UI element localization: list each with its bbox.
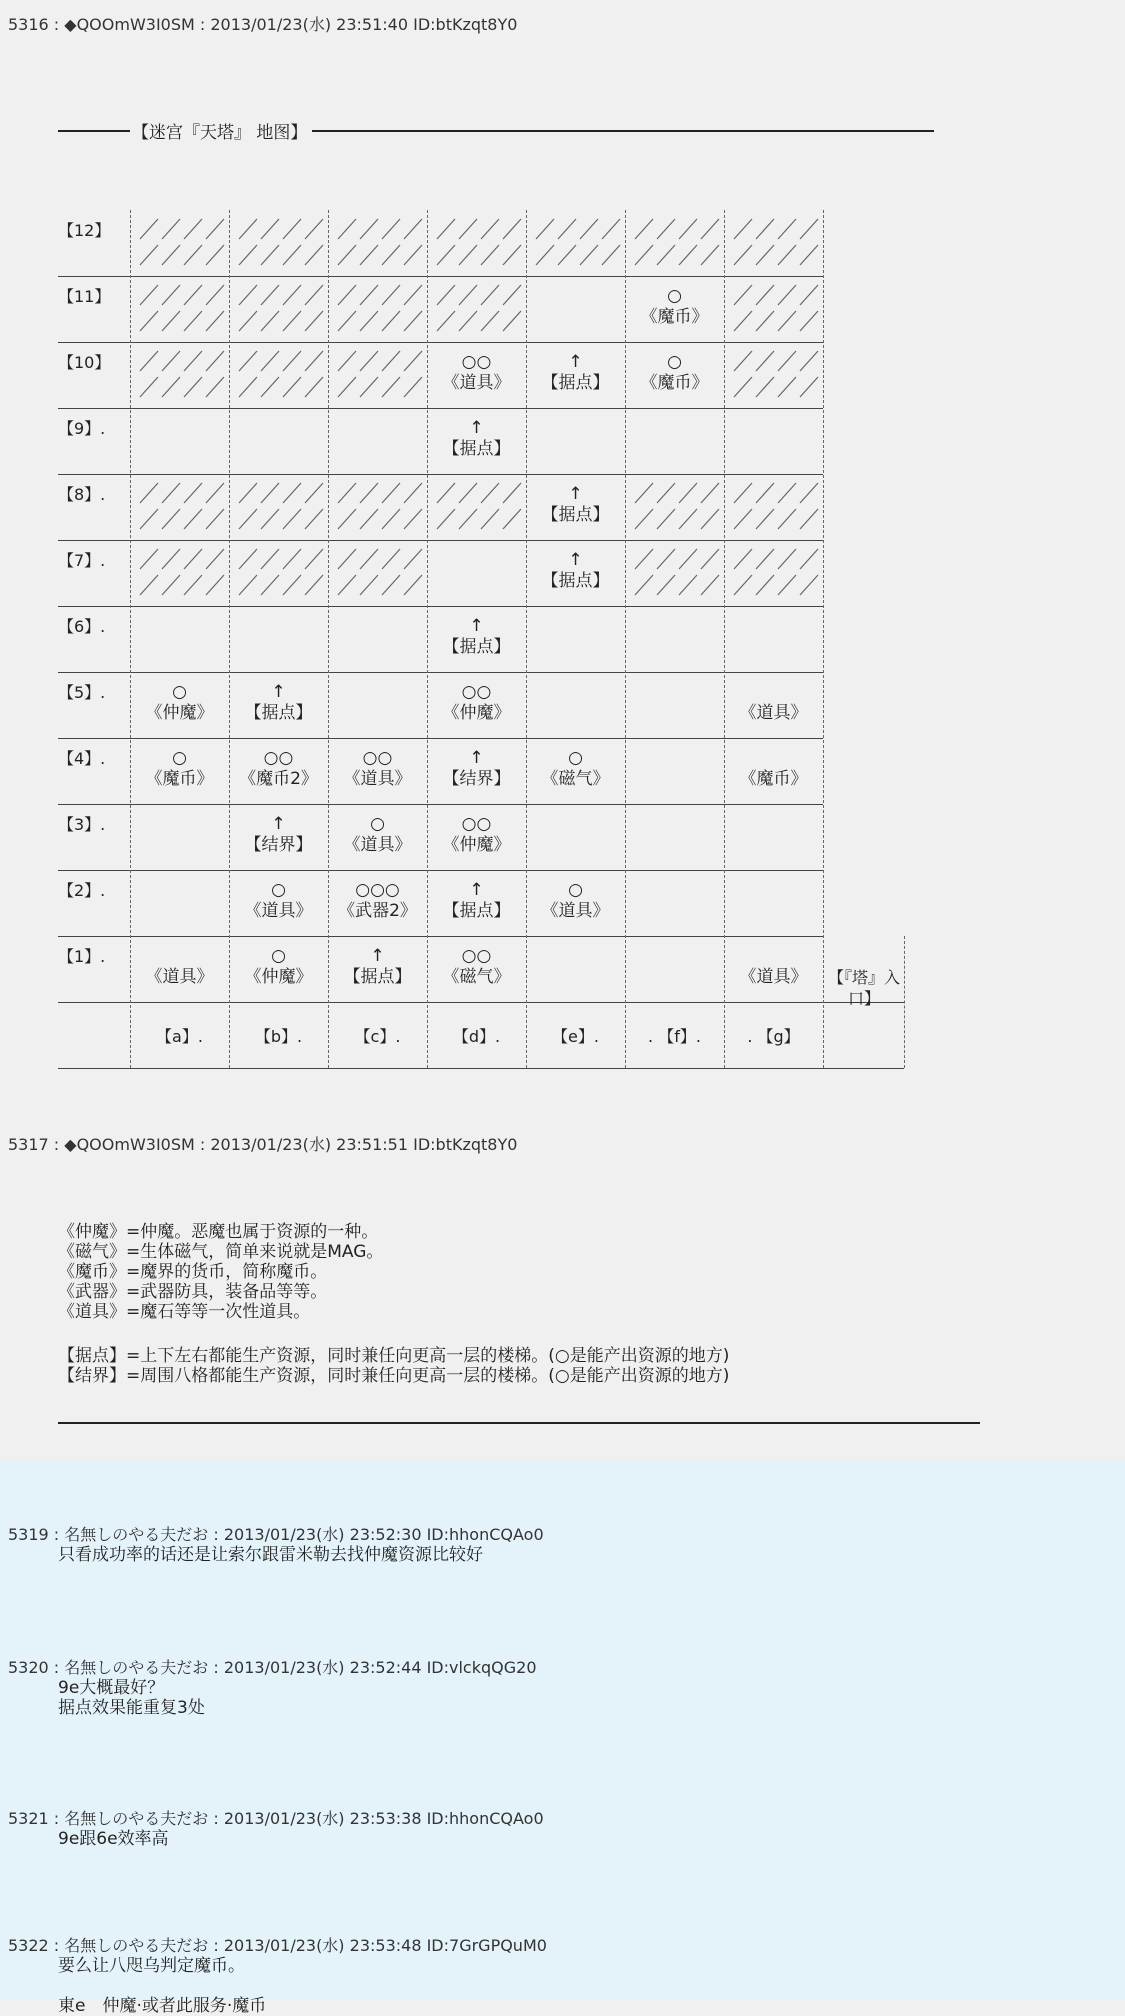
map-cell: ↑ 【据点】 [541,484,610,525]
blocked-cell-hatch [431,479,523,535]
map-cell: ↑ 【据点】 [541,550,610,591]
map-cell: ○ 《仲魔》 [244,946,313,987]
legend-line [58,1322,729,1346]
blocked-cell-hatch [134,347,226,403]
map-cell: ○ 《仲魔》 [145,682,214,723]
map-cell: 《道具》 [739,703,808,723]
blocked-cell-hatch [728,281,820,337]
blocked-cell-hatch [728,347,820,403]
blocked-cell-hatch [134,545,226,601]
post-body-5321: 9e跟6e效率高 [58,1829,169,1849]
blocked-cell-hatch [629,545,721,601]
entrance-label: 【『塔』入口】 [827,968,900,1008]
map-cell: ↑ 【据点】 [442,418,511,459]
blocked-cell-hatch [134,215,226,271]
post-body-5319: 只看成功率的话还是让索尔跟雷米勒去找仲魔资源比较好 [58,1545,483,1565]
blocked-cell-hatch [629,479,721,535]
map-cell: ○ 《魔币》 [640,286,709,327]
map-cell: ↑ 【结界】 [244,814,313,855]
post-header-5322: 5322 : 名無しのやる夫だお : 2013/01/23(水) 23:53:48 ID:7GrGPQuM0 [8,1936,547,1955]
map-cell: ↑ 【据点】 [343,946,412,987]
legend-line: 【据点】=上下左右都能生产资源，同时兼任向更高一层的楼梯。(○是能产出资源的地方) [58,1346,730,1366]
legend-line: 《磁气》=生体磁气，简单来说就是MAG。 [58,1242,384,1262]
blocked-cell-hatch [233,545,325,601]
row-label: 【5】. [58,683,106,702]
map-cell: ↑ 【据点】 [244,682,313,723]
blocked-cell-hatch [233,215,325,271]
column-label: 【d】. [452,1027,501,1046]
map-cell: ○ 《魔币》 [640,352,709,393]
post-header-5316: 5316 : ◆QOOmW3I0SM : 2013/01/23(水) 23:51:40 ID:btKzqt8Y0 [8,15,518,34]
row-label: 【4】. [58,749,106,768]
blocked-cell-hatch [332,479,424,535]
post-header-5319: 5319 : 名無しのやる夫だお : 2013/01/23(水) 23:52:30 ID:hhonCQAo0 [8,1525,544,1544]
blocked-cell-hatch [332,545,424,601]
legend-line: 《仲魔》=仲魔。恶魔也属于资源的一种。 [58,1222,379,1242]
map-cell: 《道具》 [145,967,214,987]
grid-line-horizontal [58,1068,904,1069]
legend-line: 《道具》=魔石等等一次性道具。 [58,1302,311,1322]
blocked-cell-hatch [728,215,820,271]
legend-line: 《武器》=武器防具，装备品等等。 [58,1282,328,1302]
post-header-5320: 5320 : 名無しのやる夫だお : 2013/01/23(水) 23:52:44 ID:vlckqQG20 [8,1658,537,1677]
legend [58,1222,729,1386]
blocked-cell-hatch [332,347,424,403]
row-label: 【7】. [58,551,106,570]
post-body-5322: 要么让八咫乌判定魔币。 東e 仲魔·或者此服务·魔币 [58,1956,267,2016]
grid-line-vertical [823,210,824,1068]
legend-rule [58,1422,980,1424]
row-label: 【8】. [58,485,106,504]
blocked-cell-hatch [530,215,622,271]
map-cell: ○○ 《仲魔》 [442,682,511,723]
blocked-cell-hatch [233,347,325,403]
blocked-cell-hatch [233,479,325,535]
map-title: 【迷宫『天塔』 地图】 [132,123,308,143]
column-label: . 【g】 [747,1027,800,1046]
title-rule-left [58,130,130,132]
grid-line-horizontal [58,276,823,277]
grid-line-horizontal [58,540,823,541]
blocked-cell-hatch [431,281,523,337]
column-label: 【a】. [156,1027,203,1046]
map-cell: 《道具》 [739,967,808,987]
map-cell: ○○○ 《武器2》 [338,880,417,921]
row-label: 【10】 [58,353,111,372]
map-cell: ○ 《道具》 [541,880,610,921]
column-label: 【b】. [254,1027,303,1046]
map-cell: ○ 《道具》 [343,814,412,855]
map-cell: ○○ 《磁气》 [442,946,511,987]
dungeon-map [58,210,942,1046]
legend-line: 【结界】=周围八格都能生产资源，同时兼任向更高一层的楼梯。(○是能产出资源的地方) [58,1366,730,1386]
blocked-cell-hatch [233,281,325,337]
map-cell: ↑ 【据点】 [541,352,610,393]
grid-line-vertical [130,210,131,1068]
blocked-cell-hatch [332,281,424,337]
row-label: 【11】 [58,287,111,306]
legend-line: 《魔币》=魔界的货币，简称魔币。 [58,1262,328,1282]
map-cell: ↑ 【据点】 [442,880,511,921]
map-cell: ↑ 【据点】 [442,616,511,657]
blocked-cell-hatch [332,215,424,271]
blocked-cell-hatch [728,545,820,601]
map-cell: ○○ 《魔币2》 [239,748,318,789]
map-cell: ○○ 《道具》 [442,352,511,393]
row-label: 【2】. [58,881,106,900]
post-header-5321: 5321 : 名無しのやる夫だお : 2013/01/23(水) 23:53:38 ID:hhonCQAo0 [8,1809,544,1828]
blocked-cell-hatch [134,281,226,337]
grid-line-vertical [724,210,725,1068]
grid-line-horizontal [58,606,823,607]
post-header-5317: 5317 : ◆QOOmW3I0SM : 2013/01/23(水) 23:51:51 ID:btKzqt8Y0 [8,1135,518,1154]
map-cell: ○ 《磁气》 [541,748,610,789]
row-label: 【3】. [58,815,106,834]
map-cell: ○ 《魔币》 [145,748,214,789]
blocked-cell-hatch [629,215,721,271]
title-rule-right [312,130,934,132]
column-label: 【e】. [552,1027,599,1046]
blocked-cell-hatch [728,479,820,535]
column-label: 【c】. [354,1027,401,1046]
map-cell: ○○ 《仲魔》 [442,814,511,855]
blocked-cell-hatch [431,215,523,271]
map-cell: ○ 《道具》 [244,880,313,921]
row-label: 【6】. [58,617,106,636]
row-label: 【9】. [58,419,106,438]
row-label: 【1】. [58,947,106,966]
map-cell: ○○ 《道具》 [343,748,412,789]
map-cell: 《魔币》 [739,769,808,789]
blocked-cell-hatch [134,479,226,535]
map-cell: ↑ 【结界】 [442,748,511,789]
column-label: . 【f】. [648,1027,701,1046]
row-label: 【12】 [58,221,111,240]
post-body-5320: 9e大概最好？ 据点效果能重复3处 [58,1678,205,1718]
